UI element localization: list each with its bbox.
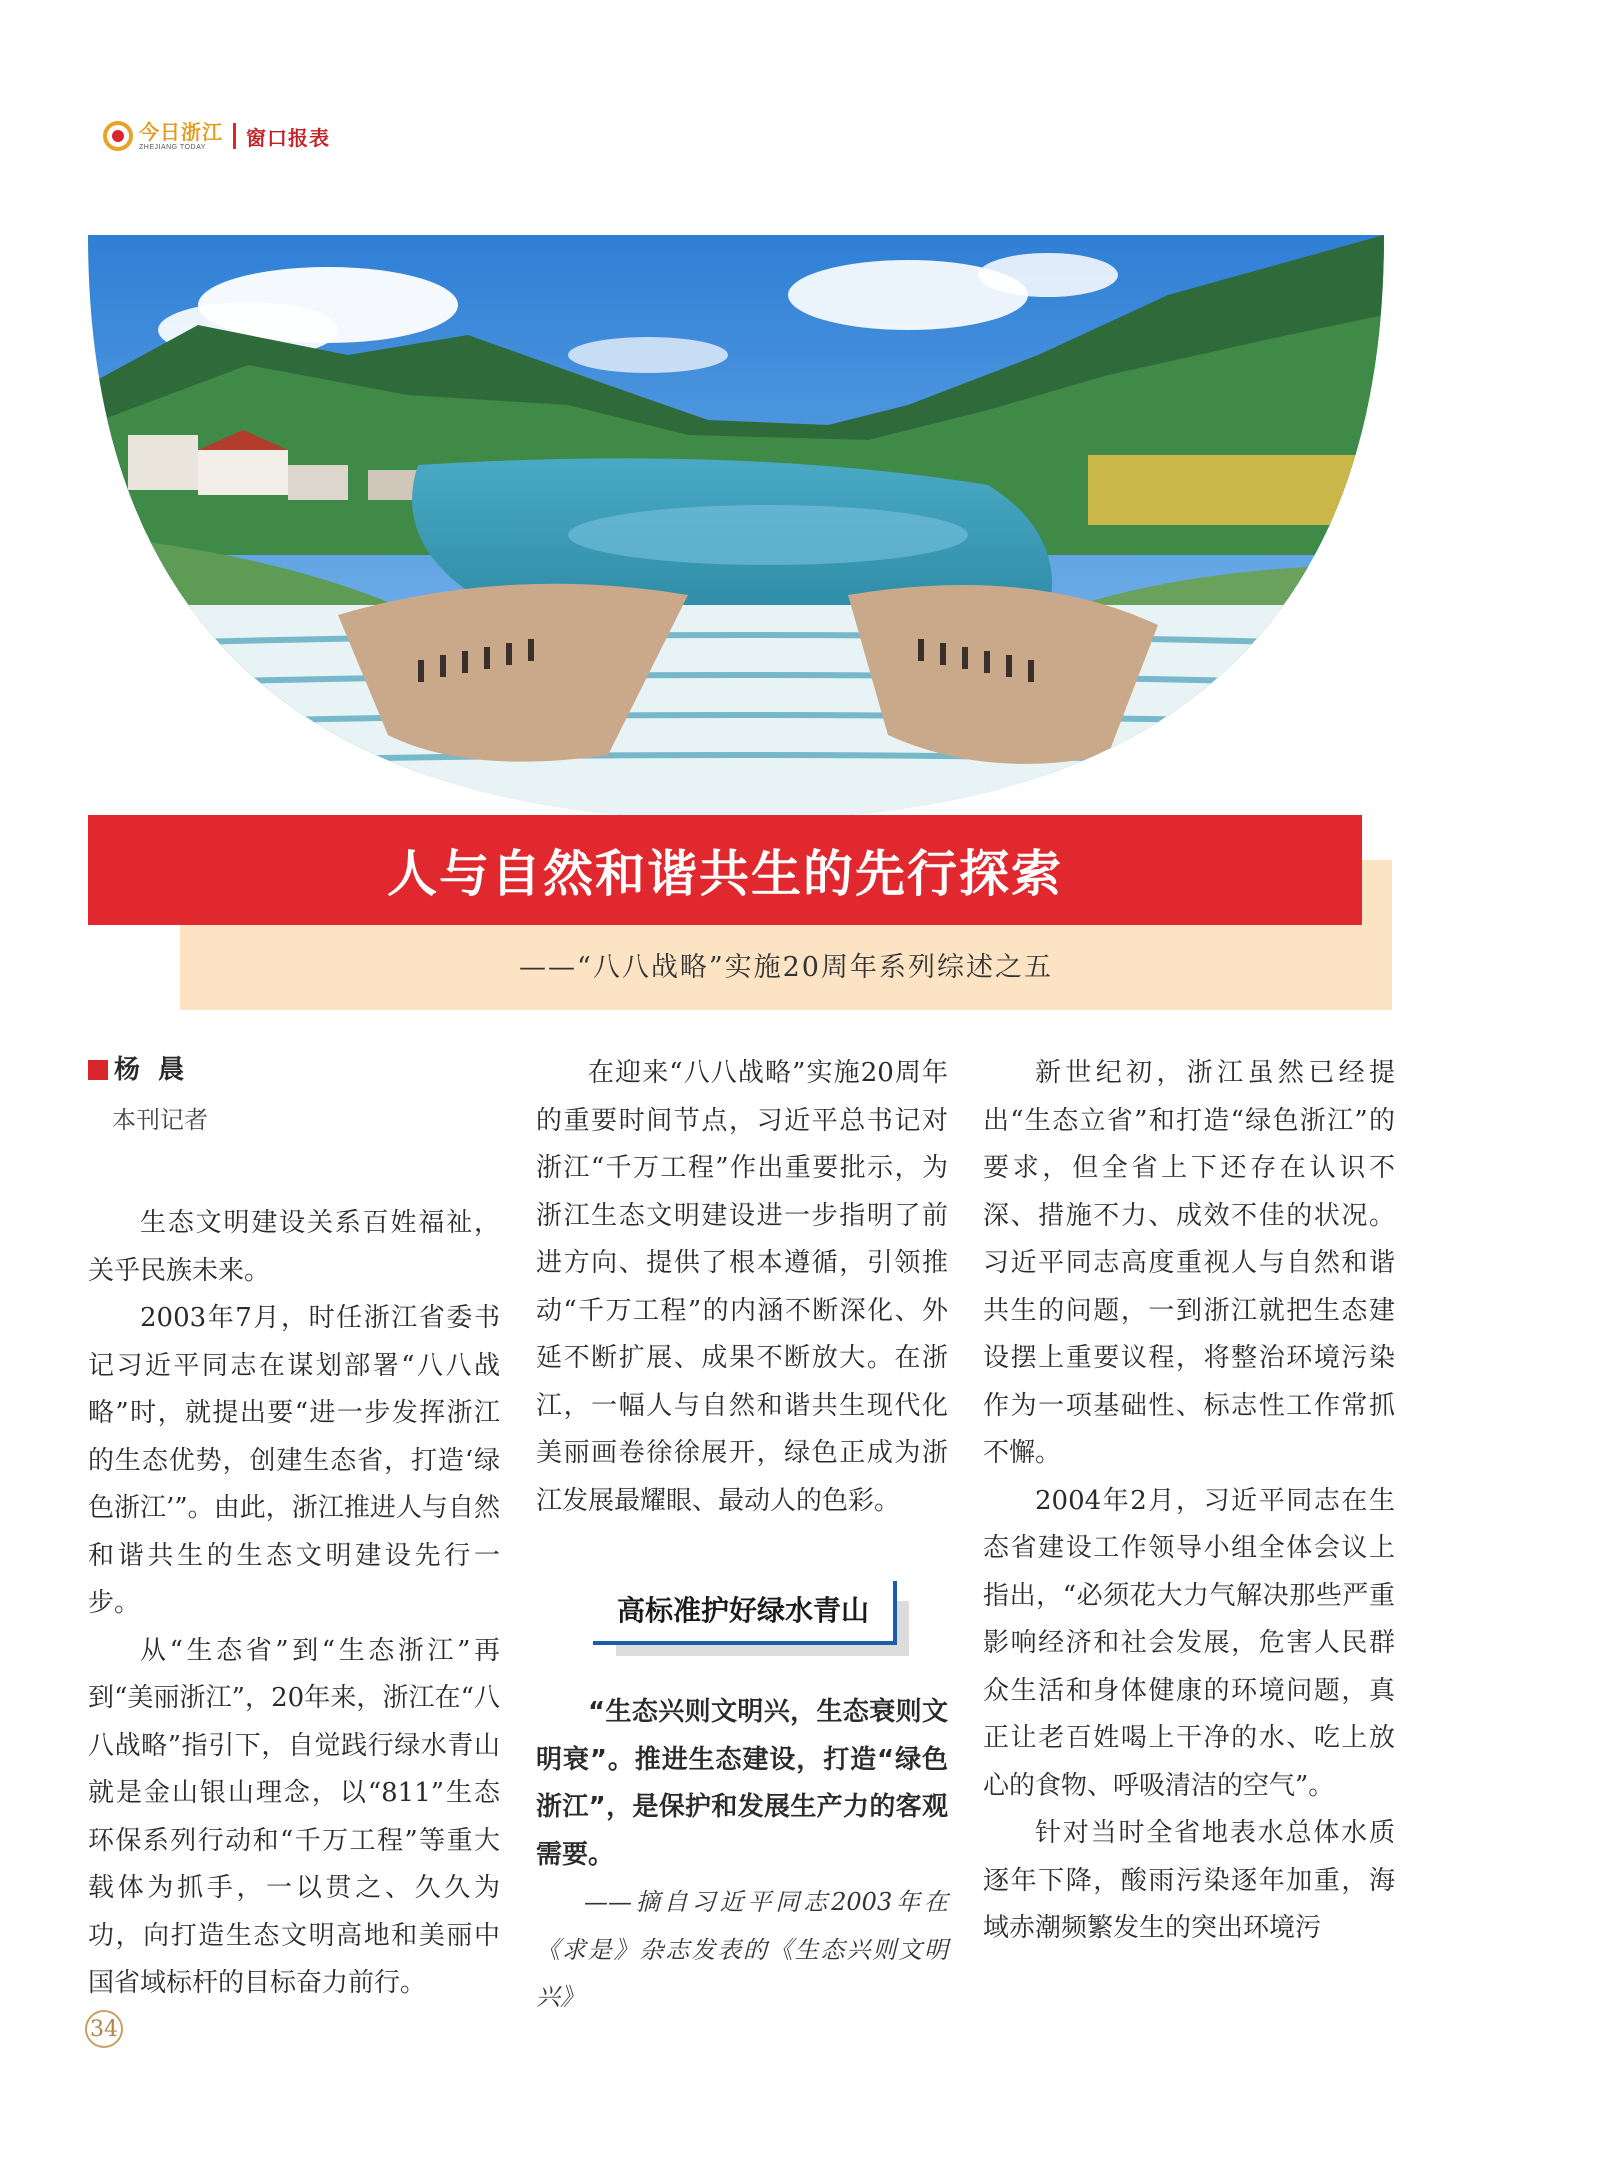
article-title: 人与自然和谐共生的先行探索 [387, 845, 1063, 903]
section-label: 窗口报表 [246, 125, 330, 150]
paragraph: 2003年7月，时任浙江省委书记习近平同志在谋划部署“八八战略”时，就提出要“进一步发挥浙江的生态优势，创建生态省，打造‘绿色浙江’”。由此，浙江推进人与自然和谐共生的生态文明建设先行一步。 [88, 1303, 500, 1618]
column-1 [88, 1050, 500, 2008]
section-heading-text: 高标准护好绿水青山 [616, 1594, 869, 1628]
pull-quote: “生态兴则文明兴，生态衰则文明衰”。推进生态建设，打造“绿色浙江”，是保护和发展生产力的客观需要。 [536, 1697, 948, 1870]
logo-english: ZHEJIANG TODAY [139, 143, 206, 151]
magazine-logo [103, 121, 223, 151]
page-header [103, 116, 330, 156]
logo-swirl-icon [103, 121, 133, 151]
header-divider [233, 123, 236, 149]
paragraph: 新世纪初，浙江虽然已经提出“生态立省”和打造“绿色浙江”的要求，但全省上下还存在认识不深、措施不力、成效不佳的状况。习近平同志高度重视人与自然和谐共生的问题，一到浙江就把生态建设摆上重要议程，将整治环境污染作为一项基础性、标志性工作常抓不懈。 [983, 1058, 1395, 1468]
column-3 [983, 1050, 1395, 1953]
author-name: 杨 晨 [114, 1055, 185, 1085]
page-number: 34 [85, 2010, 123, 2048]
logo-chinese: 今日浙江 [139, 119, 223, 144]
square-bullet-icon [88, 1060, 108, 1080]
section-heading [593, 1581, 897, 1645]
paragraph: 生态文明建设关系百姓福祉，关乎民族未来。 [88, 1208, 500, 1286]
title-band [88, 815, 1362, 925]
paragraph: 针对当时全省地表水总体水质逐年下降，酸雨污染逐年加重，海域赤潮频繁发生的突出环境污 [983, 1818, 1395, 1943]
byline [88, 1050, 500, 1140]
author-title: 本刊记者 [112, 1106, 208, 1134]
hero-landscape-image [88, 235, 1384, 820]
section-heading-box [536, 1571, 948, 1661]
column-2 [536, 1050, 948, 2022]
paragraph: 在迎来“八八战略”实施20周年的重要时间节点，习近平总书记对浙江“千万工程”作出重要批示，为浙江生态文明建设进一步指明了前进方向、提供了根本遵循，引领推动“千万工程”的内涵不断深化、外延不断扩展、成果不断放大。在浙江，一幅人与自然和谐共生现代化美丽画卷徐徐展开，绿色正成为浙江发展最耀眼、最动人的色彩。 [536, 1058, 948, 1516]
paragraph: 从“生态省”到“生态浙江”再到“美丽浙江”，20年来，浙江在“八八战略”指引下，自觉践行绿水青山就是金山银山理念，以“811”生态环保系列行动和“千万工程”等重大载体为抓手，一以贯之、久久为功，向打造生态文明高地和美丽中国省域标杆的目标奋力前行。 [88, 1635, 500, 1998]
quote-source: ——摘自习近平同志2003年在《求是》杂志发表的《生态兴则文明兴》 [536, 1888, 948, 2011]
article-subtitle: ——“八八战略”实施20周年系列综述之五 [519, 952, 1053, 983]
paragraph: 2004年2月，习近平同志在生态省建设工作领导小组全体会议上指出，“必须花大力气解决那些严重影响经济和社会发展，危害人民群众生活和身体健康的环境问题，真正让老百姓喝上干净的水、吃上放心的食物、呼吸清洁的空气”。 [983, 1485, 1395, 1801]
